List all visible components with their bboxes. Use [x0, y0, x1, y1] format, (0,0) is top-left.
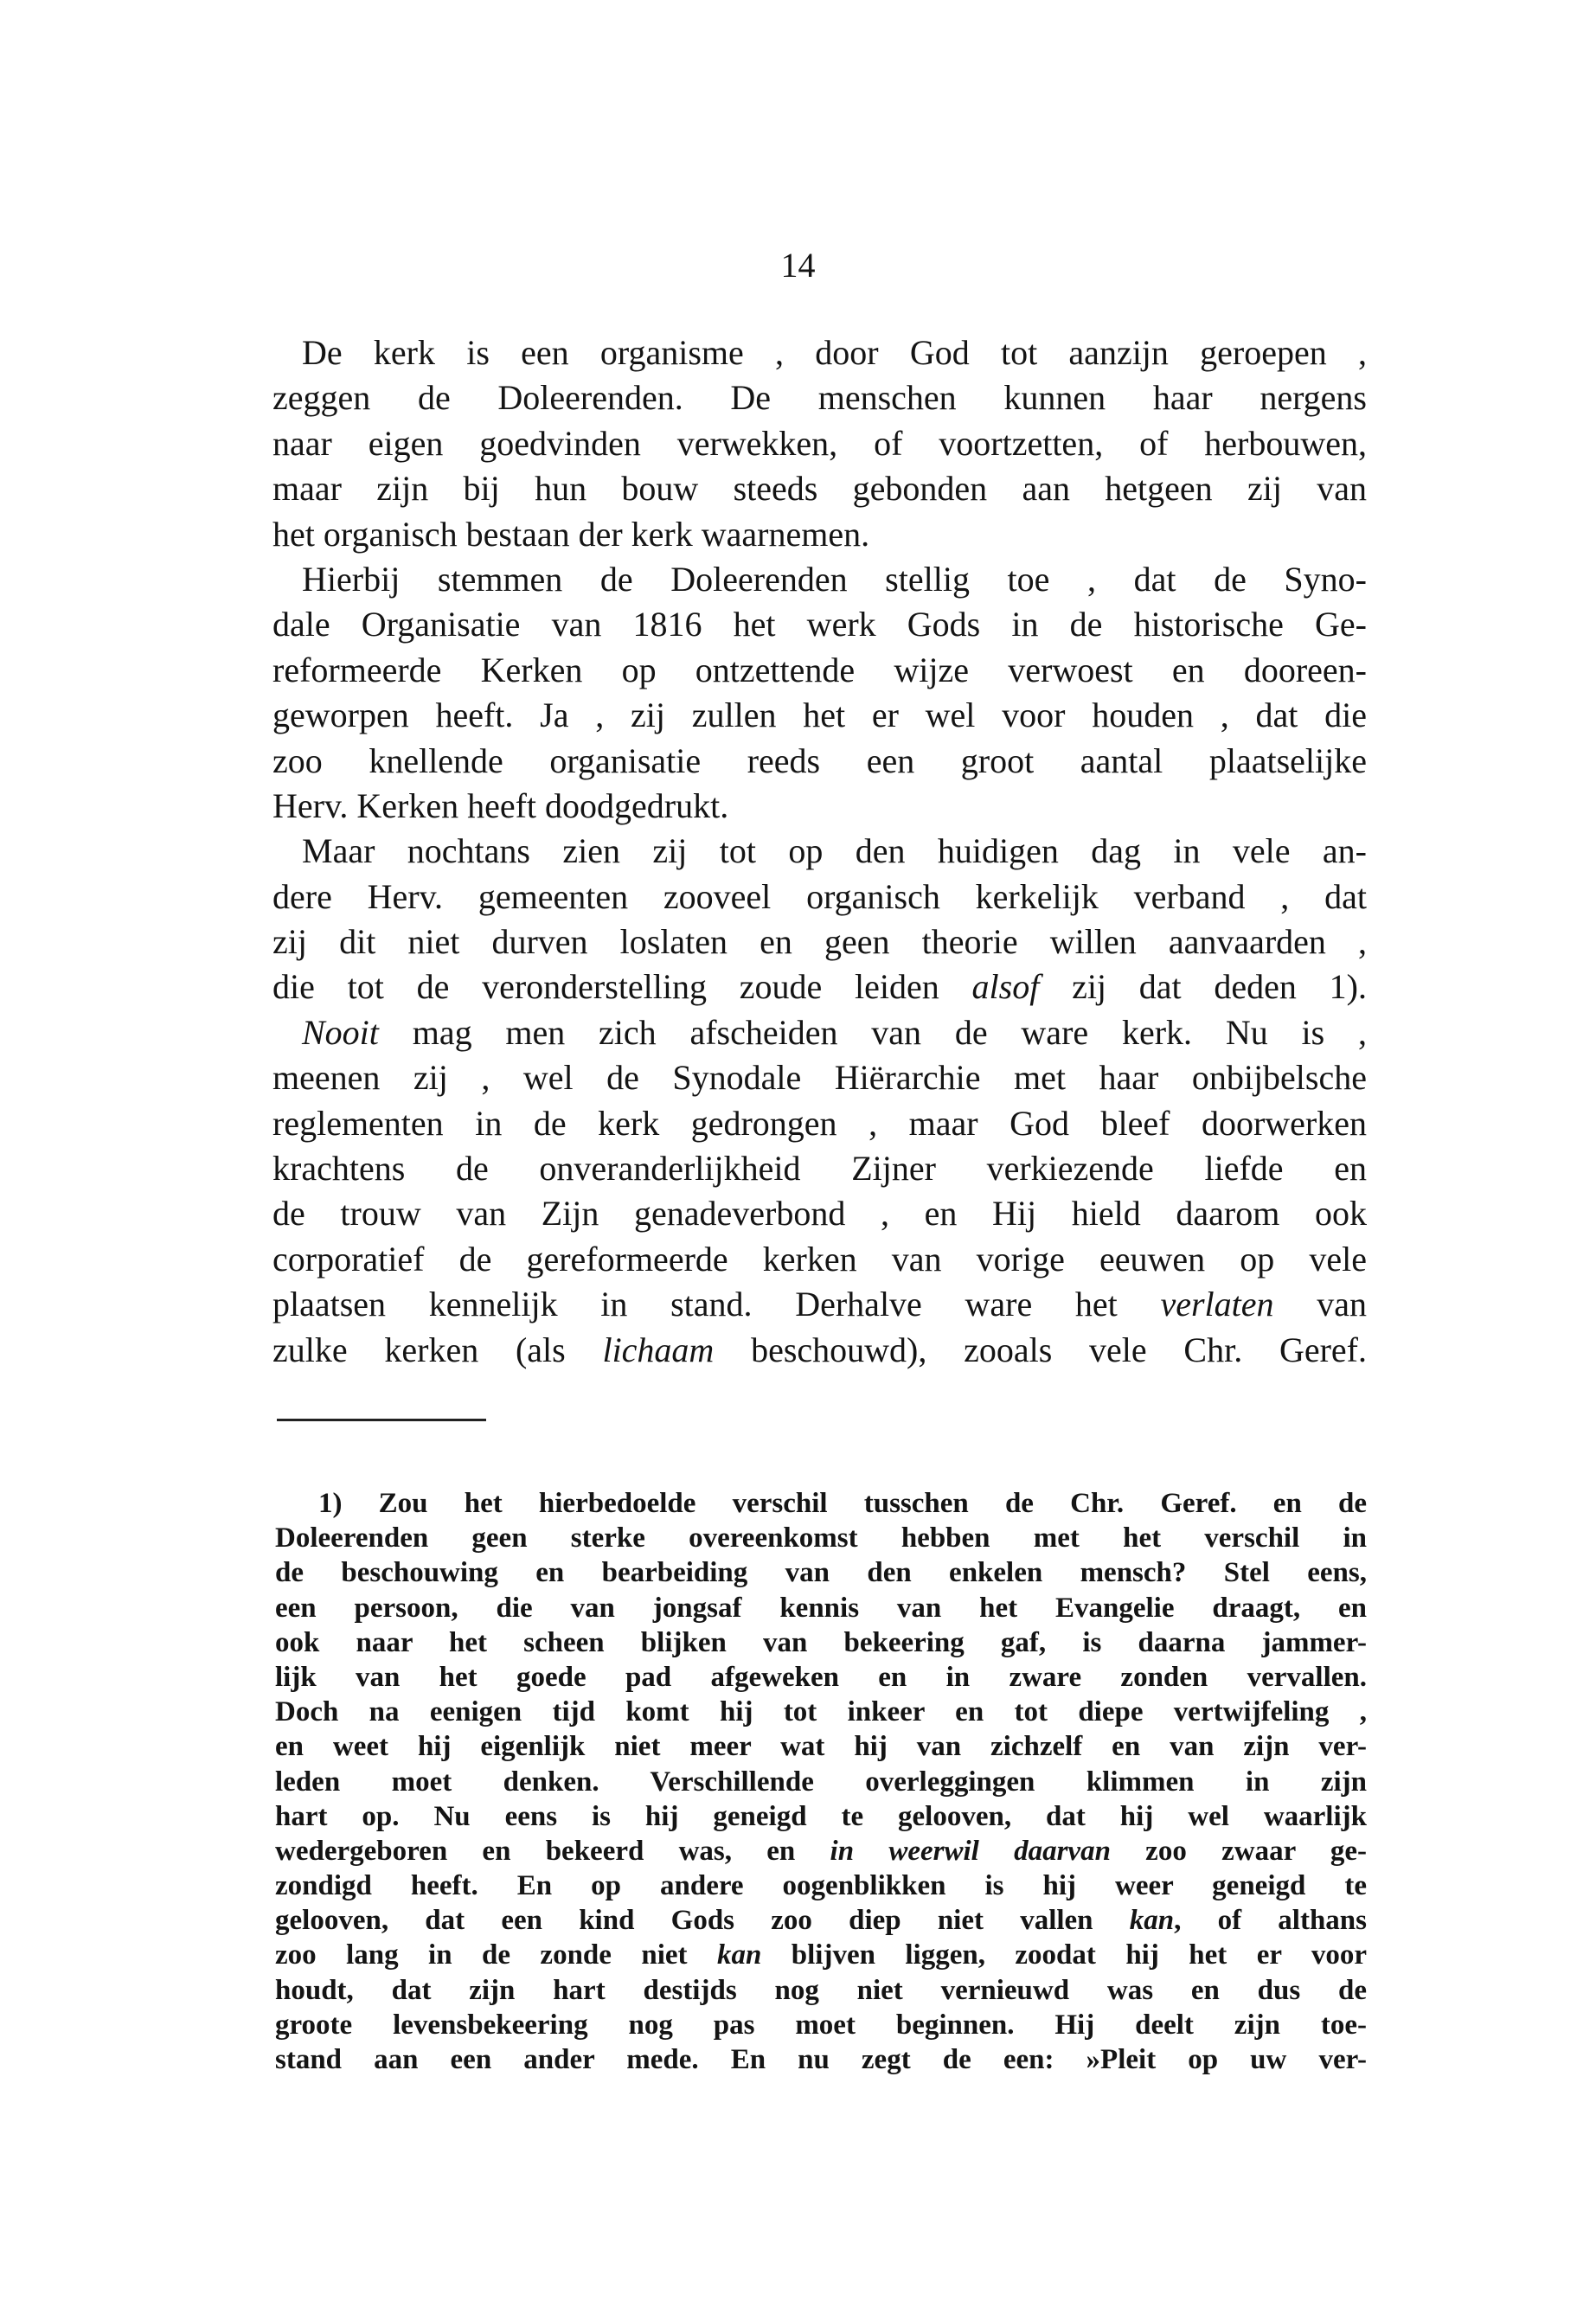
- italic-word: lichaam: [602, 1330, 715, 1369]
- text-line: krachtens de onveranderlijkheid Zijner verkiezende liefde en: [272, 1149, 1367, 1189]
- footnote-line: leden moet denken. Verschillende overleggingen klimmen in zijn: [275, 1766, 1367, 1798]
- text-line: Hierbij stemmen de Doleerenden stellig toe , dat de Syno-: [302, 559, 1367, 599]
- footnote-line: stand aan een ander mede. En nu zegt de een: »Pleit op uw ver-: [275, 2044, 1367, 2075]
- footnote-line: houdt, dat zijn hart destijds nog niet vernieuwd was en dus de: [275, 1974, 1367, 2006]
- italic-word: in weerwil daarvan: [830, 1835, 1111, 1867]
- text-line: zoo knellende organisatie reeds een groot aantal plaatselijke: [272, 740, 1367, 780]
- footnote-line: wedergeboren en bekeerd was, en in weerwil daarvan zoo zwaar ge-: [275, 1835, 1367, 1867]
- footnote: [275, 1486, 1367, 2077]
- italic-word: Nooit: [302, 1012, 379, 1052]
- text-line: het organisch bestaan der kerk waarnemen.: [272, 514, 870, 554]
- text-line: zulke kerken (als lichaam beschouwd), zooals vele Chr. Geref.: [272, 1330, 1367, 1369]
- italic-word: verlaten: [1160, 1285, 1274, 1324]
- text-line: corporatief de gereformeerde kerken van vorige eeuwen op vele: [272, 1239, 1367, 1279]
- text-line: naar eigen goedvinden verwekken, of voortzetten, of herbouwen,: [272, 423, 1367, 463]
- footnote-line: ook naar het scheen blijken van bekeering gaf, is daarna jammer-: [275, 1626, 1367, 1658]
- text-line: Maar nochtans zien zij tot op den huidigen dag in vele an-: [302, 831, 1367, 871]
- text-line: meenen zij , wel de Synodale Hiërarchie met haar onbijbelsche: [272, 1058, 1367, 1098]
- footnote-line: zoo lang in de zonde niet kan blijven liggen, zoodat hij het er voor: [275, 1939, 1367, 1971]
- footnote-separator: [277, 1419, 486, 1421]
- footnote-line: een persoon, die van jongsaf kennis van het Evangelie draagt, en: [275, 1592, 1367, 1624]
- text-line: dere Herv. gemeenten zooveel organisch kerkelijk verband , dat: [272, 876, 1367, 916]
- text-line: geworpen heeft. Ja , zij zullen het er wel voor houden , dat die: [272, 695, 1367, 735]
- footnote-line: zondigd heeft. En op andere oogenblikken is hij weer geneigd te: [275, 1870, 1367, 1902]
- footnote-line: hart op. Nu eens is hij geneigd te gelooven, dat hij wel waarlijk: [275, 1800, 1367, 1832]
- text-line: zij dit niet durven loslaten en geen theorie willen aanvaarden ,: [272, 922, 1367, 962]
- footnote-line: gelooven, dat een kind Gods zoo diep niet vallen kan, of althans: [275, 1905, 1367, 1937]
- italic-word: kan: [1129, 1905, 1175, 1937]
- text-line: zeggen de Doleerenden. De menschen kunnen haar nergens: [272, 378, 1367, 418]
- italic-word: kan: [716, 1939, 762, 1971]
- text-line: Nooit mag men zich afscheiden van de ware kerk. Nu is ,: [302, 1012, 1367, 1052]
- text-line: reformeerde Kerken op ontzettende wijze verwoest en dooreen-: [272, 650, 1367, 689]
- italic-word: alsof: [971, 967, 1040, 1007]
- footnote-line: lijk van het goede pad afgeweken en in zware zonden vervallen.: [275, 1661, 1367, 1693]
- main-text: [272, 330, 1367, 1373]
- text-line: die tot de veronderstelling zoude leiden alsof zij dat deden 1).: [272, 967, 1367, 1007]
- text-line: Herv. Kerken heeft doodgedrukt.: [272, 785, 729, 825]
- text-line: plaatsen kennelijk in stand. Derhalve ware het verlaten van: [272, 1285, 1367, 1324]
- footnote-line: groote levensbekeering nog pas moet beginnen. Hij deelt zijn toe-: [275, 2009, 1367, 2041]
- text-line: De kerk is een organisme , door God tot aanzijn geroepen ,: [302, 333, 1367, 372]
- footnote-line: Doleerenden geen sterke overeenkomst hebben met het verschil in: [275, 1522, 1367, 1554]
- text-line: maar zijn bij hun bouw steeds gebonden aan hetgeen zij van: [272, 469, 1367, 509]
- footnote-line: de beschouwing en bearbeiding van den enkelen mensch? Stel eens,: [275, 1557, 1367, 1589]
- page-number: 14: [780, 246, 816, 285]
- footnote-line: 1) Zou het hierbedoelde verschil tusschen de Chr. Geref. en de: [318, 1488, 1367, 1519]
- text-line: dale Organisatie van 1816 het werk Gods in de historische Ge-: [272, 605, 1367, 644]
- footnote-line: en weet hij eigenlijk niet meer wat hij van zichzelf en van zijn ver-: [275, 1731, 1367, 1763]
- text-line: reglementen in de kerk gedrongen , maar God bleef doorwerken: [272, 1103, 1367, 1143]
- footnote-line: Doch na eenigen tijd komt hij tot inkeer en tot diepe vertwijfeling ,: [275, 1696, 1367, 1728]
- text-line: de trouw van Zijn genadeverbond , en Hij hield daarom ook: [272, 1194, 1367, 1234]
